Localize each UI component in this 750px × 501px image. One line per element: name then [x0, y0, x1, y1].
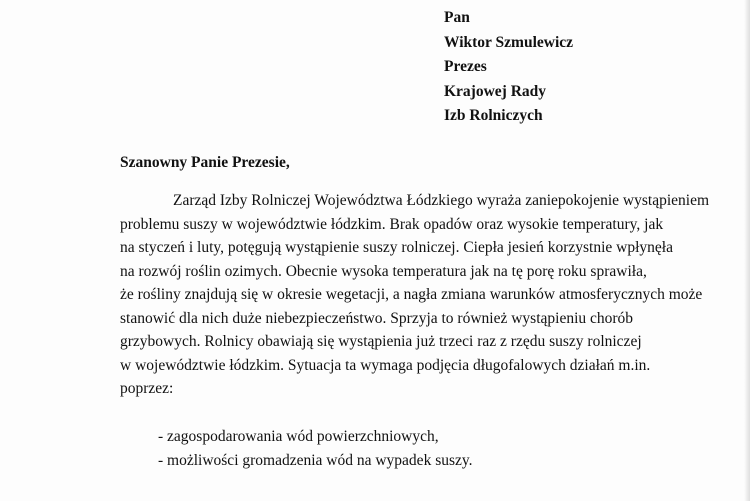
recipient-address-block — [444, 6, 573, 129]
page-edge-shadow — [744, 0, 750, 501]
body-line: stanowić dla nich duże niebezpieczeństwo. Sprzyja to również wystąpieniu chorób — [120, 309, 634, 327]
salutation: Szanowny Panie Prezesie, — [120, 154, 290, 171]
recipient-line-name: Wiktor Szmulewicz — [444, 33, 574, 51]
body-line: na rozwój roślin ozimych. Obecnie wysoka temperatura jak na tę porę roku sprawiła, — [120, 262, 647, 280]
body-line: że rośliny znajdują się w okresie wegetacji, a nagła zmiana warunków atmosferycznych może — [120, 286, 703, 303]
letter-body — [120, 189, 710, 401]
body-line: Zarząd Izby Rolniczej Województwa Łódzkiego wyraża zaniepokojenie wystąpieniem — [173, 192, 710, 209]
recipient-line-position: Prezes — [444, 58, 487, 75]
body-line: grzybowych. Rolnicy obawiają się wystąpienia już trzeci raz z rzędu suszy rolniczej — [120, 333, 642, 350]
bullet-item: - możliwości gromadzenia wód na wypadek suszy. — [158, 452, 473, 469]
bullet-list — [158, 425, 473, 473]
body-line: poprzez: — [120, 380, 174, 397]
bullet-item: - zagospodarowania wód powierzchniowych, — [158, 428, 439, 445]
recipient-line-organization: Krajowej Rady — [444, 82, 547, 100]
body-line: w województwie łódzkim. Sytuacja ta wymaga podjęcia długofalowych działań m.in. — [120, 356, 651, 374]
body-line: problemu suszy w województwie łódzkim. Brak opadów oraz wysokie temperatury, jak — [120, 215, 664, 233]
body-line: na styczeń i luty, potęgują wystąpienie suszy rolniczej. Ciepła jesień korzystnie wpłynęła — [120, 239, 673, 256]
recipient-line-title: Pan — [444, 9, 470, 26]
recipient-line-organization-cont: Izb Rolniczych — [444, 107, 543, 124]
